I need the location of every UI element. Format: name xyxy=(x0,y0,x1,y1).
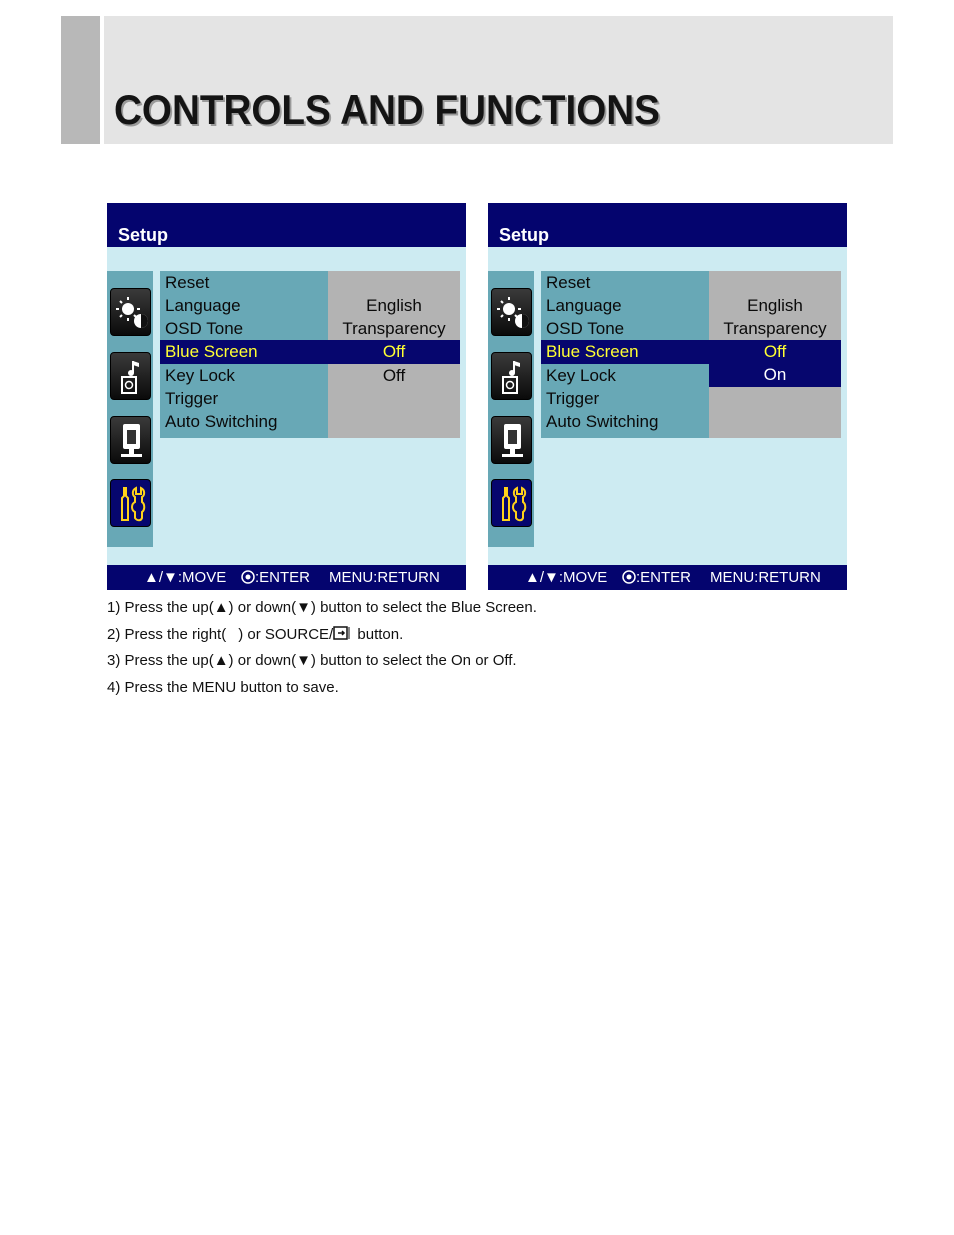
footer-enter xyxy=(622,565,691,590)
display-icon[interactable] xyxy=(491,416,532,464)
menu-item-auto-switching[interactable]: Auto Switching xyxy=(165,412,278,431)
setup-icon[interactable] xyxy=(110,479,151,527)
step-4: 4) Press the MENU button to save. xyxy=(107,678,339,696)
menu-item-key-lock[interactable]: Key Lock xyxy=(165,366,235,385)
footer-enter-label: :ENTER xyxy=(636,569,692,586)
menu-item-trigger[interactable]: Trigger xyxy=(165,389,219,408)
option-dropdown xyxy=(709,363,841,387)
osd-footer xyxy=(488,565,847,590)
step-2-prefix: 2) Press the right( xyxy=(107,625,227,643)
picture-icon[interactable] xyxy=(491,288,532,336)
enter-icon xyxy=(622,570,636,584)
step-2-suffix: button. xyxy=(357,625,404,643)
value-language: English xyxy=(747,296,803,315)
picture-icon[interactable] xyxy=(110,288,151,336)
menu-item-osd-tone[interactable]: OSD Tone xyxy=(546,319,625,338)
osd-screen-right xyxy=(488,203,847,590)
setup-icon[interactable] xyxy=(491,479,532,527)
menu-item-language[interactable]: Language xyxy=(165,296,241,315)
value-blue-screen[interactable]: Off xyxy=(709,340,841,364)
menu-item-blue-screen[interactable]: Blue Screen xyxy=(160,340,328,364)
menu-item-reset[interactable]: Reset xyxy=(546,273,591,292)
menu-values xyxy=(709,271,841,438)
menu-item-osd-tone[interactable]: OSD Tone xyxy=(165,319,244,338)
value-key-lock: Off xyxy=(382,366,406,385)
value-blue-screen[interactable]: Off xyxy=(328,340,460,364)
step-3: 3) Press the up(▲) or down(▼) button to select the On or Off. xyxy=(107,652,517,669)
osd-title: Setup xyxy=(488,203,847,247)
osd-footer xyxy=(107,565,466,590)
enter-icon xyxy=(241,570,255,584)
step-2-middle: ) or SOURCE/ xyxy=(238,625,334,643)
footer-return: MENU:RETURN xyxy=(710,569,821,586)
osd-screen-left xyxy=(107,203,466,590)
menu-item-reset[interactable]: Reset xyxy=(165,273,210,292)
step-1: 1) Press the up(▲) or down(▼) button to select the Blue Screen. xyxy=(107,599,537,616)
option-on[interactable]: On xyxy=(763,365,787,384)
footer-enter-label: :ENTER xyxy=(255,569,311,586)
value-osd-tone: Transparency xyxy=(723,319,827,338)
footer-move: ▲/▼:MOVE xyxy=(144,569,227,586)
menu-items xyxy=(160,271,328,438)
menu-values xyxy=(328,271,460,438)
footer-enter xyxy=(241,565,310,590)
menu-item-language[interactable]: Language xyxy=(546,296,622,315)
instruction-steps xyxy=(107,598,867,704)
menu-items xyxy=(541,271,709,438)
value-language: English xyxy=(366,296,422,315)
sound-icon[interactable] xyxy=(491,352,532,400)
step-2 xyxy=(107,625,867,652)
footer-move: ▲/▼:MOVE xyxy=(525,569,608,586)
header-tab xyxy=(61,16,100,144)
source-enter-icon xyxy=(333,625,353,641)
display-icon[interactable] xyxy=(110,416,151,464)
menu-item-trigger[interactable]: Trigger xyxy=(546,389,600,408)
osd-title: Setup xyxy=(107,203,466,247)
sound-icon[interactable] xyxy=(110,352,151,400)
page-title: CONTROLS AND FUNCTIONS xyxy=(114,86,660,133)
osd-icon-column xyxy=(107,271,153,547)
value-osd-tone: Transparency xyxy=(342,319,446,338)
menu-item-blue-screen[interactable]: Blue Screen xyxy=(541,340,709,364)
footer-return: MENU:RETURN xyxy=(329,569,440,586)
menu-item-auto-switching[interactable]: Auto Switching xyxy=(546,412,659,431)
menu-item-key-lock[interactable]: Key Lock xyxy=(546,366,616,385)
osd-icon-column xyxy=(488,271,534,547)
